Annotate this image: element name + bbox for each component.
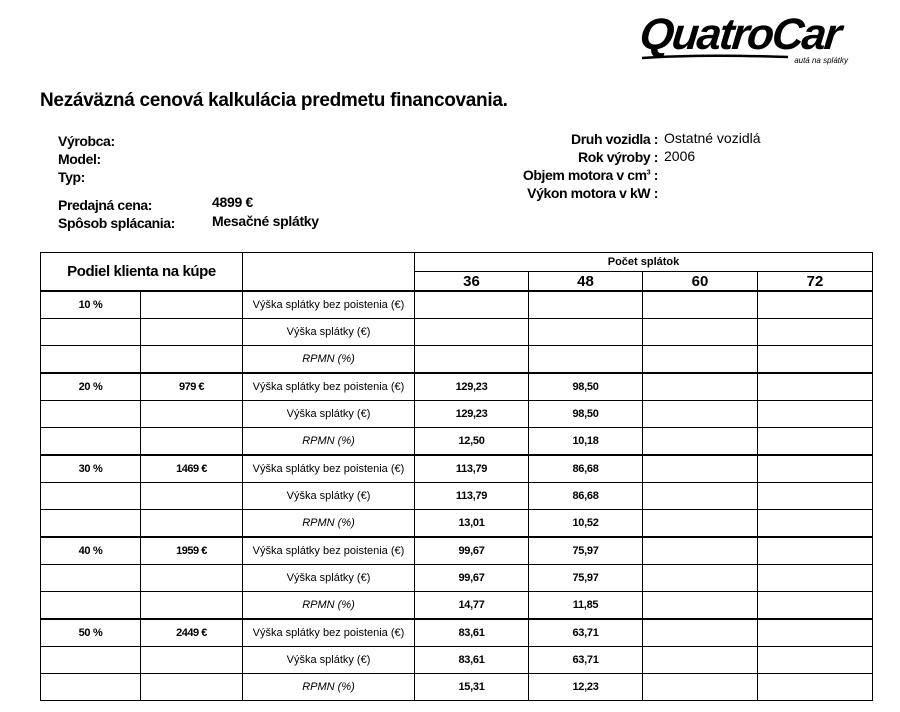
- installment-value-cell: [643, 346, 758, 374]
- installment-value-cell: 10,52: [529, 510, 643, 538]
- installment-value-cell: [643, 291, 758, 319]
- installment-value-cell: [758, 319, 873, 346]
- share-amount-cell: 1469 €: [141, 455, 243, 483]
- installment-value-cell: [758, 537, 873, 565]
- installment-value-cell: [643, 373, 758, 401]
- row-label-cell: Výška splátky (€): [243, 565, 415, 592]
- installment-value-cell: [415, 346, 529, 374]
- installment-value-cell: [529, 319, 643, 346]
- share-percent-cell: 50 %: [41, 619, 141, 647]
- installment-value-cell: 99,67: [415, 537, 529, 565]
- installment-value-cell: [643, 483, 758, 510]
- table-row: [41, 647, 873, 674]
- share-amount-cell: [141, 674, 243, 701]
- price-label: Predajná cena:: [58, 197, 152, 213]
- installment-value-cell: 129,23: [415, 373, 529, 401]
- installment-value-cell: 83,61: [415, 619, 529, 647]
- installment-value-cell: 98,50: [529, 373, 643, 401]
- share-percent-cell: [41, 647, 141, 674]
- installment-value-cell: [758, 346, 873, 374]
- share-amount-cell: [141, 401, 243, 428]
- installment-value-cell: [643, 428, 758, 456]
- row-label-cell: Výška splátky bez poistenia (€): [243, 291, 415, 319]
- installment-value-cell: [758, 565, 873, 592]
- installment-value-cell: [758, 401, 873, 428]
- installment-value-cell: 129,23: [415, 401, 529, 428]
- table-row: [41, 565, 873, 592]
- installments-count-header: Počet splátok: [415, 253, 873, 272]
- row-label-cell: Výška splátky (€): [243, 647, 415, 674]
- row-label-cell: Výška splátky bez poistenia (€): [243, 455, 415, 483]
- vehicle-type-label: Druh vozidla :: [571, 131, 658, 147]
- share-percent-cell: [41, 483, 141, 510]
- vehicle-type-value: Ostatné vozidlá: [664, 130, 761, 146]
- table-row: [41, 319, 873, 346]
- installment-value-cell: [643, 619, 758, 647]
- installment-value-cell: [758, 619, 873, 647]
- share-amount-cell: 1959 €: [141, 537, 243, 565]
- vyrobca-label: Výrobca:: [58, 133, 115, 149]
- share-percent-cell: [41, 319, 141, 346]
- table-row: [41, 619, 873, 647]
- row-label-cell: Výška splátky (€): [243, 319, 415, 346]
- row-label-cell: RPMN (%): [243, 592, 415, 620]
- typ-label: Typ:: [58, 169, 85, 185]
- share-amount-cell: [141, 346, 243, 374]
- share-percent-cell: [41, 346, 141, 374]
- price-value: 4899 €: [212, 194, 254, 210]
- installment-value-cell: [758, 455, 873, 483]
- row-label-cell: RPMN (%): [243, 346, 415, 374]
- share-percent-cell: [41, 428, 141, 456]
- installment-value-cell: 98,50: [529, 401, 643, 428]
- share-percent-cell: 30 %: [41, 455, 141, 483]
- term-header: 36: [415, 272, 529, 292]
- client-share-header: Podiel klienta na kúpe: [41, 253, 243, 292]
- installment-value-cell: [415, 291, 529, 319]
- payment-method-label: Spôsob splácania:: [58, 215, 175, 231]
- engine-volume-label: Objem motora v $cm^3$ :: [522, 167, 658, 183]
- installment-value-cell: [758, 647, 873, 674]
- model-label: Model:: [58, 151, 101, 167]
- row-label-cell: RPMN (%): [243, 428, 415, 456]
- row-label-cell: Výška splátky (€): [243, 483, 415, 510]
- share-percent-cell: [41, 565, 141, 592]
- row-label-cell: RPMN (%): [243, 510, 415, 538]
- year-label: Rok výroby :: [578, 149, 658, 165]
- share-percent-cell: [41, 592, 141, 620]
- table-row: [41, 428, 873, 456]
- logo-swoosh-icon: [640, 52, 790, 62]
- row-label-cell: RPMN (%): [243, 674, 415, 701]
- installment-value-cell: 11,85: [529, 592, 643, 620]
- payment-method-value: Mesačné splátky: [212, 213, 319, 229]
- share-amount-cell: [141, 428, 243, 456]
- quatrocar-logo: [636, 6, 866, 68]
- installment-value-cell: [643, 401, 758, 428]
- installment-value-cell: [643, 510, 758, 538]
- installment-value-cell: 63,71: [529, 619, 643, 647]
- share-amount-cell: [141, 592, 243, 620]
- installment-value-cell: 86,68: [529, 483, 643, 510]
- installment-value-cell: 75,97: [529, 537, 643, 565]
- installment-value-cell: [758, 373, 873, 401]
- table-body: [41, 291, 873, 701]
- engine-power-label: Výkon motora v kW :: [527, 185, 658, 201]
- installment-value-cell: [643, 674, 758, 701]
- logo-wordmark: QuatroCar: [637, 10, 843, 59]
- year-value: 2006: [664, 148, 696, 164]
- share-amount-cell: [141, 647, 243, 674]
- installment-value-cell: [758, 510, 873, 538]
- installment-table: [40, 252, 873, 701]
- installment-value-cell: 99,67: [415, 565, 529, 592]
- installment-value-cell: 113,79: [415, 483, 529, 510]
- term-header: 72: [758, 272, 873, 292]
- share-amount-cell: [141, 565, 243, 592]
- row-label-cell: Výška splátky bez poistenia (€): [243, 537, 415, 565]
- share-percent-cell: [41, 674, 141, 701]
- row-label-header: [243, 253, 415, 292]
- installment-value-cell: 12,23: [529, 674, 643, 701]
- installment-value-cell: [529, 346, 643, 374]
- installment-value-cell: 83,61: [415, 647, 529, 674]
- table-row: [41, 291, 873, 319]
- share-amount-cell: 979 €: [141, 373, 243, 401]
- term-header: 48: [529, 272, 643, 292]
- installment-value-cell: [643, 647, 758, 674]
- installment-value-cell: [758, 592, 873, 620]
- installment-value-cell: 13,01: [415, 510, 529, 538]
- share-percent-cell: 20 %: [41, 373, 141, 401]
- installment-value-cell: [758, 291, 873, 319]
- table-row: [41, 373, 873, 401]
- table-row: [41, 455, 873, 483]
- installment-value-cell: [643, 537, 758, 565]
- term-header: 60: [643, 272, 758, 292]
- installment-value-cell: 14,77: [415, 592, 529, 620]
- table-row: [41, 401, 873, 428]
- logo-tagline: autá na splátky: [794, 56, 848, 65]
- table-row: [41, 483, 873, 510]
- page-title: Nezáväzná cenová kalkulácia predmetu financovania.: [40, 90, 508, 111]
- installment-value-cell: 10,18: [529, 428, 643, 456]
- installment-value-cell: [758, 428, 873, 456]
- share-amount-cell: [141, 291, 243, 319]
- row-label-cell: Výška splátky (€): [243, 401, 415, 428]
- table-row: [41, 510, 873, 538]
- share-amount-cell: [141, 319, 243, 346]
- installment-value-cell: 75,97: [529, 565, 643, 592]
- table-row: [41, 674, 873, 701]
- installment-value-cell: 113,79: [415, 455, 529, 483]
- share-amount-cell: [141, 483, 243, 510]
- row-label-cell: Výška splátky bez poistenia (€): [243, 373, 415, 401]
- share-percent-cell: [41, 401, 141, 428]
- share-amount-cell: [141, 510, 243, 538]
- installment-value-cell: [643, 592, 758, 620]
- installment-value-cell: [643, 565, 758, 592]
- installment-value-cell: [643, 319, 758, 346]
- installment-value-cell: 12,50: [415, 428, 529, 456]
- row-label-cell: Výška splátky bez poistenia (€): [243, 619, 415, 647]
- installment-value-cell: [643, 455, 758, 483]
- installment-value-cell: 86,68: [529, 455, 643, 483]
- share-amount-cell: 2449 €: [141, 619, 243, 647]
- table-row: [41, 537, 873, 565]
- installment-value-cell: [758, 483, 873, 510]
- share-percent-cell: 40 %: [41, 537, 141, 565]
- share-percent-cell: 10 %: [41, 291, 141, 319]
- table-row: [41, 592, 873, 620]
- installment-value-cell: [529, 291, 643, 319]
- installment-value-cell: [415, 319, 529, 346]
- installment-value-cell: [758, 674, 873, 701]
- installment-value-cell: 15,31: [415, 674, 529, 701]
- share-percent-cell: [41, 510, 141, 538]
- table-row: [41, 346, 873, 374]
- installment-value-cell: 63,71: [529, 647, 643, 674]
